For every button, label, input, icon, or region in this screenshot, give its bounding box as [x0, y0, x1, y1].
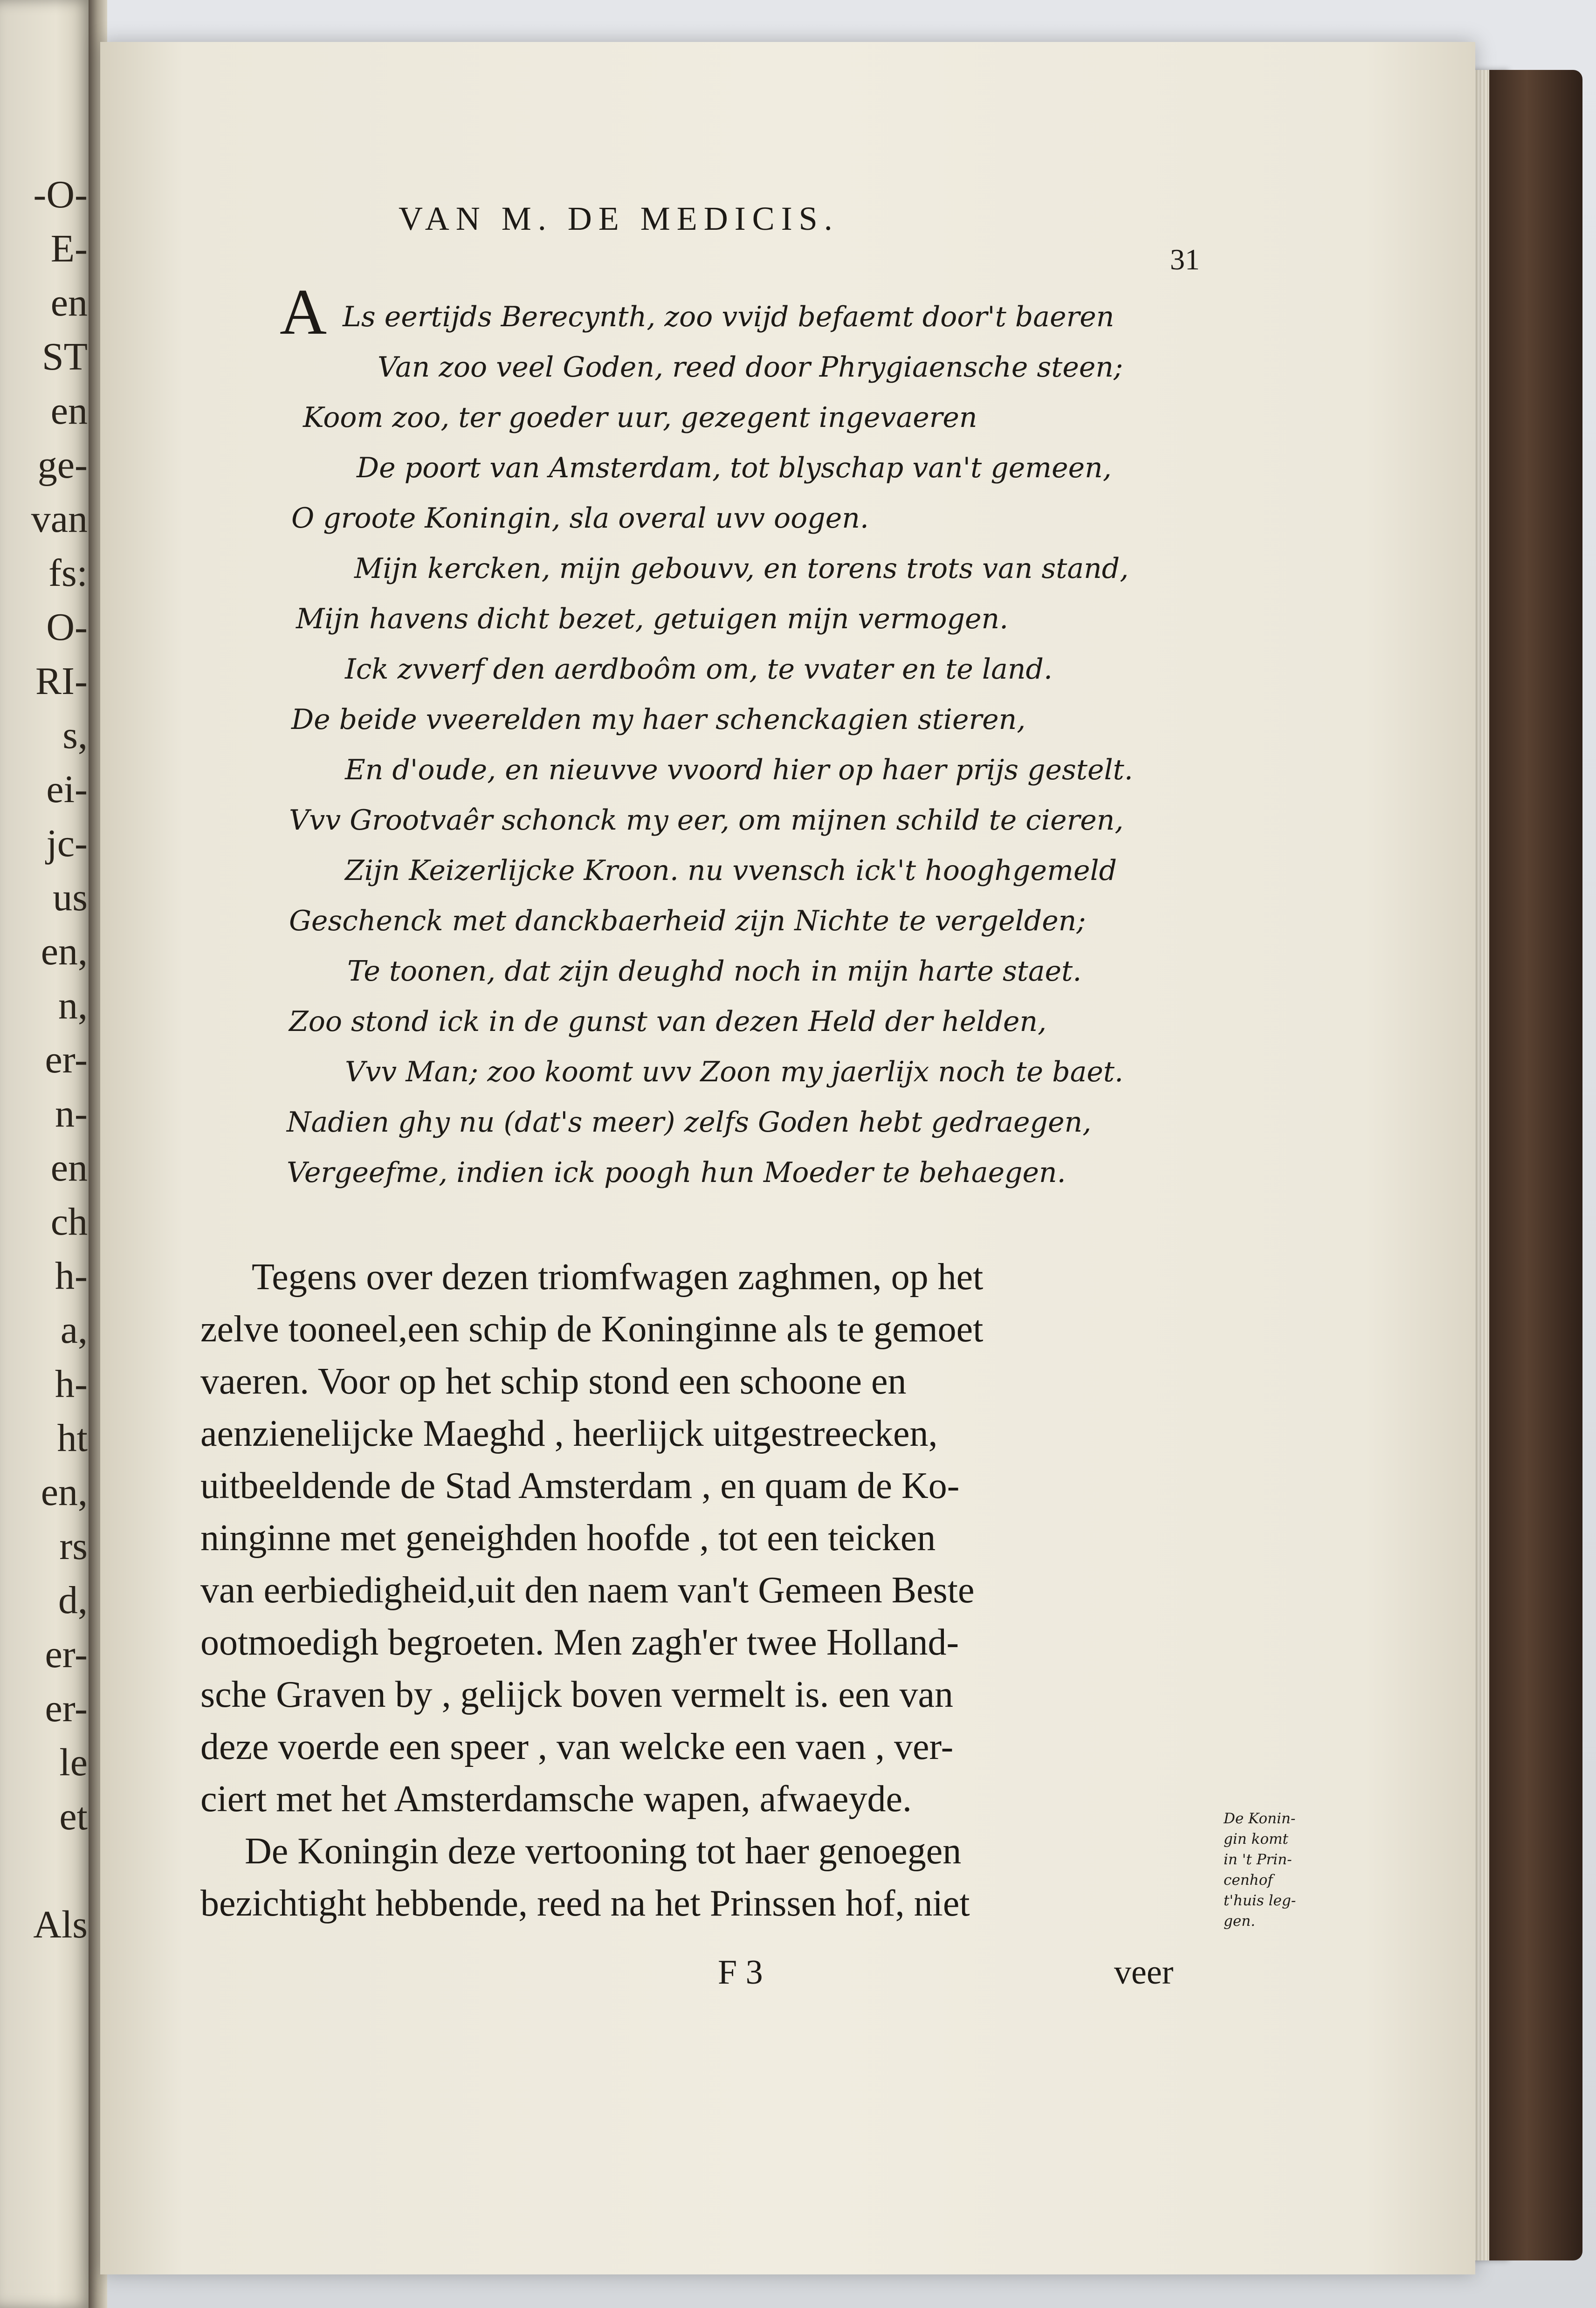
left-page-fragment: ei-: [46, 768, 88, 811]
left-page-fragment: en: [50, 281, 88, 324]
left-page-text-fragments: [4, 168, 88, 1952]
left-page-fragment: RI-: [35, 659, 88, 703]
left-page-fragment: van: [31, 497, 88, 541]
left-page-fragment: et: [59, 1795, 88, 1838]
prose-line: deze voerde een speer , van welcke een vaen , ver-: [200, 1726, 954, 1767]
prose-line: zelve tooneel,een schip de Koninginne als te gemoet: [200, 1309, 984, 1350]
left-page-fragment: rs: [59, 1525, 88, 1568]
poem-dropcap: A: [280, 276, 327, 348]
left-page-fragment: ST: [41, 335, 88, 378]
marginal-line: t'huis leg-: [1224, 1892, 1296, 1909]
left-page-fragment: O-: [46, 605, 88, 649]
poem-line: Vergeefme, indien ick poogh hun Moeder te behaegen.: [287, 1156, 1066, 1189]
prose-line: van eerbiedigheid,uit den naem van't Gemeen Beste: [200, 1570, 975, 1611]
running-head: VAN M. DE MEDICIS.: [399, 200, 839, 237]
poem-line: En d'oude, en nieuvve vvoord hier op haer prijs gestelt.: [345, 754, 1133, 786]
marginal-line: gin komt: [1224, 1831, 1288, 1848]
marginal-line: in 't Prin-: [1224, 1851, 1292, 1868]
prose-line: sche Graven by , gelijck boven vermelt is. een van: [200, 1674, 953, 1715]
poem-line: Vvv Grootvaêr schonck my eer, om mijnen schild te cieren,: [289, 804, 1124, 837]
left-page-fragment: -O-: [33, 173, 88, 216]
left-page-fragment: le: [59, 1741, 88, 1784]
left-page-fragment: er-: [45, 1633, 88, 1676]
left-page-fragment: ge-: [37, 443, 88, 487]
left-page-fragment: E-: [50, 227, 88, 270]
prose-line: De Koningin deze vertooning tot haer genoegen: [245, 1831, 962, 1872]
left-page-fragment: jc-: [46, 822, 88, 865]
poem-line: Ls eertijds Berecynth, zoo vvijd befaemt door't baeren: [343, 301, 1114, 333]
left-page-fragment: en,: [41, 1470, 88, 1514]
left-page-fragment: h-: [55, 1254, 88, 1298]
prose-line: aenzienelijcke Maeghd , heerlijck uitgestreecken,: [200, 1413, 938, 1454]
signature-mark: F 3: [718, 1953, 763, 1992]
left-page-fragment: [4, 1844, 88, 1898]
poem-line: Mijn havens dicht bezet, getuigen mijn vermogen.: [296, 603, 1009, 635]
marginal-line: De Konin-: [1224, 1810, 1296, 1827]
prose-line: ootmoedigh begroeten. Men zagh'er twee Holland-: [200, 1622, 959, 1663]
poem-line: Nadien ghy nu (dat's meer) zelfs Goden hebt gedraegen,: [287, 1106, 1092, 1139]
left-page-fragment: en: [50, 389, 88, 433]
poem-line: De poort van Amsterdam, tot blyschap van't gemeen,: [357, 452, 1112, 484]
poem-line: Mijn kercken, mijn gebouvv, en torens trots van stand,: [354, 552, 1129, 585]
marginal-line: gen.: [1224, 1913, 1256, 1930]
poem-line: Zoo stond ick in de gunst van dezen Held der helden,: [289, 1005, 1047, 1038]
poem-line: Koom zoo, ter goeder uur, gezegent ingevaeren: [303, 401, 977, 434]
marginal-line: cenhof: [1224, 1872, 1273, 1889]
left-page-fragment: us: [53, 876, 88, 919]
book-cover-edge: [1489, 70, 1582, 2260]
poem-line: Geschenck met danckbaerheid zijn Nichte te vergelden;: [289, 905, 1086, 937]
left-page-fragment: Als: [33, 1903, 88, 1946]
left-page-fragment: s,: [62, 714, 88, 757]
poem-line: Van zoo veel Goden, reed door Phrygiaensche steen;: [378, 351, 1123, 384]
poem-line: De beide vveerelden my haer schenckagien stieren,: [291, 703, 1026, 736]
prose-line: uitbeeldende de Stad Amsterdam , en quam de Ko-: [200, 1465, 960, 1506]
prose-line: vaeren. Voor op het schip stond een schoone en: [200, 1361, 907, 1402]
left-page-fragment: ch: [50, 1200, 88, 1243]
left-page-fragment: en,: [41, 930, 88, 973]
poem-line: Zijn Keizerlijcke Kroon. nu vvensch ick't hooghgemeld: [345, 854, 1117, 887]
poem-line: Vvv Man; zoo koomt uvv Zoon my jaerlijx noch te baet.: [345, 1056, 1124, 1088]
left-page-fragment: er-: [45, 1687, 88, 1730]
left-page-fragment: n-: [55, 1092, 88, 1135]
left-page-fragment: fs:: [48, 551, 88, 595]
prose-line: ciert met het Amsterdamsche wapen, afwaeyde.: [200, 1779, 912, 1820]
page-number: 31: [1170, 243, 1200, 276]
left-page-fragment: er-: [45, 1038, 88, 1081]
prose-line: ninginne met geneighden hoofde , tot een teicken: [200, 1518, 936, 1559]
left-page-fragment: h-: [55, 1362, 88, 1406]
left-page-fragment: d,: [58, 1579, 88, 1622]
left-facing-page: [0, 0, 93, 2308]
prose-line: bezichtight hebbende, reed na het Prinssen hof, niet: [200, 1883, 970, 1924]
left-page-fragment: n,: [58, 984, 88, 1027]
poem-line: Ick zvverf den aerdboôm om, te vvater en te land.: [345, 653, 1053, 686]
marginal-note: [1224, 1808, 1312, 1931]
poem-line: O groote Koningin, sla overal uvv oogen.: [291, 502, 869, 535]
catchword: veer: [1114, 1953, 1174, 1992]
left-page-fragment: en: [50, 1146, 88, 1189]
poem-line: Te toonen, dat zijn deughd noch in mijn harte staet.: [347, 955, 1082, 988]
prose-line: Tegens over dezen triomfwagen zaghmen, op het: [252, 1257, 984, 1298]
left-page-fragment: a,: [60, 1308, 88, 1352]
left-page-fragment: ht: [57, 1416, 88, 1460]
